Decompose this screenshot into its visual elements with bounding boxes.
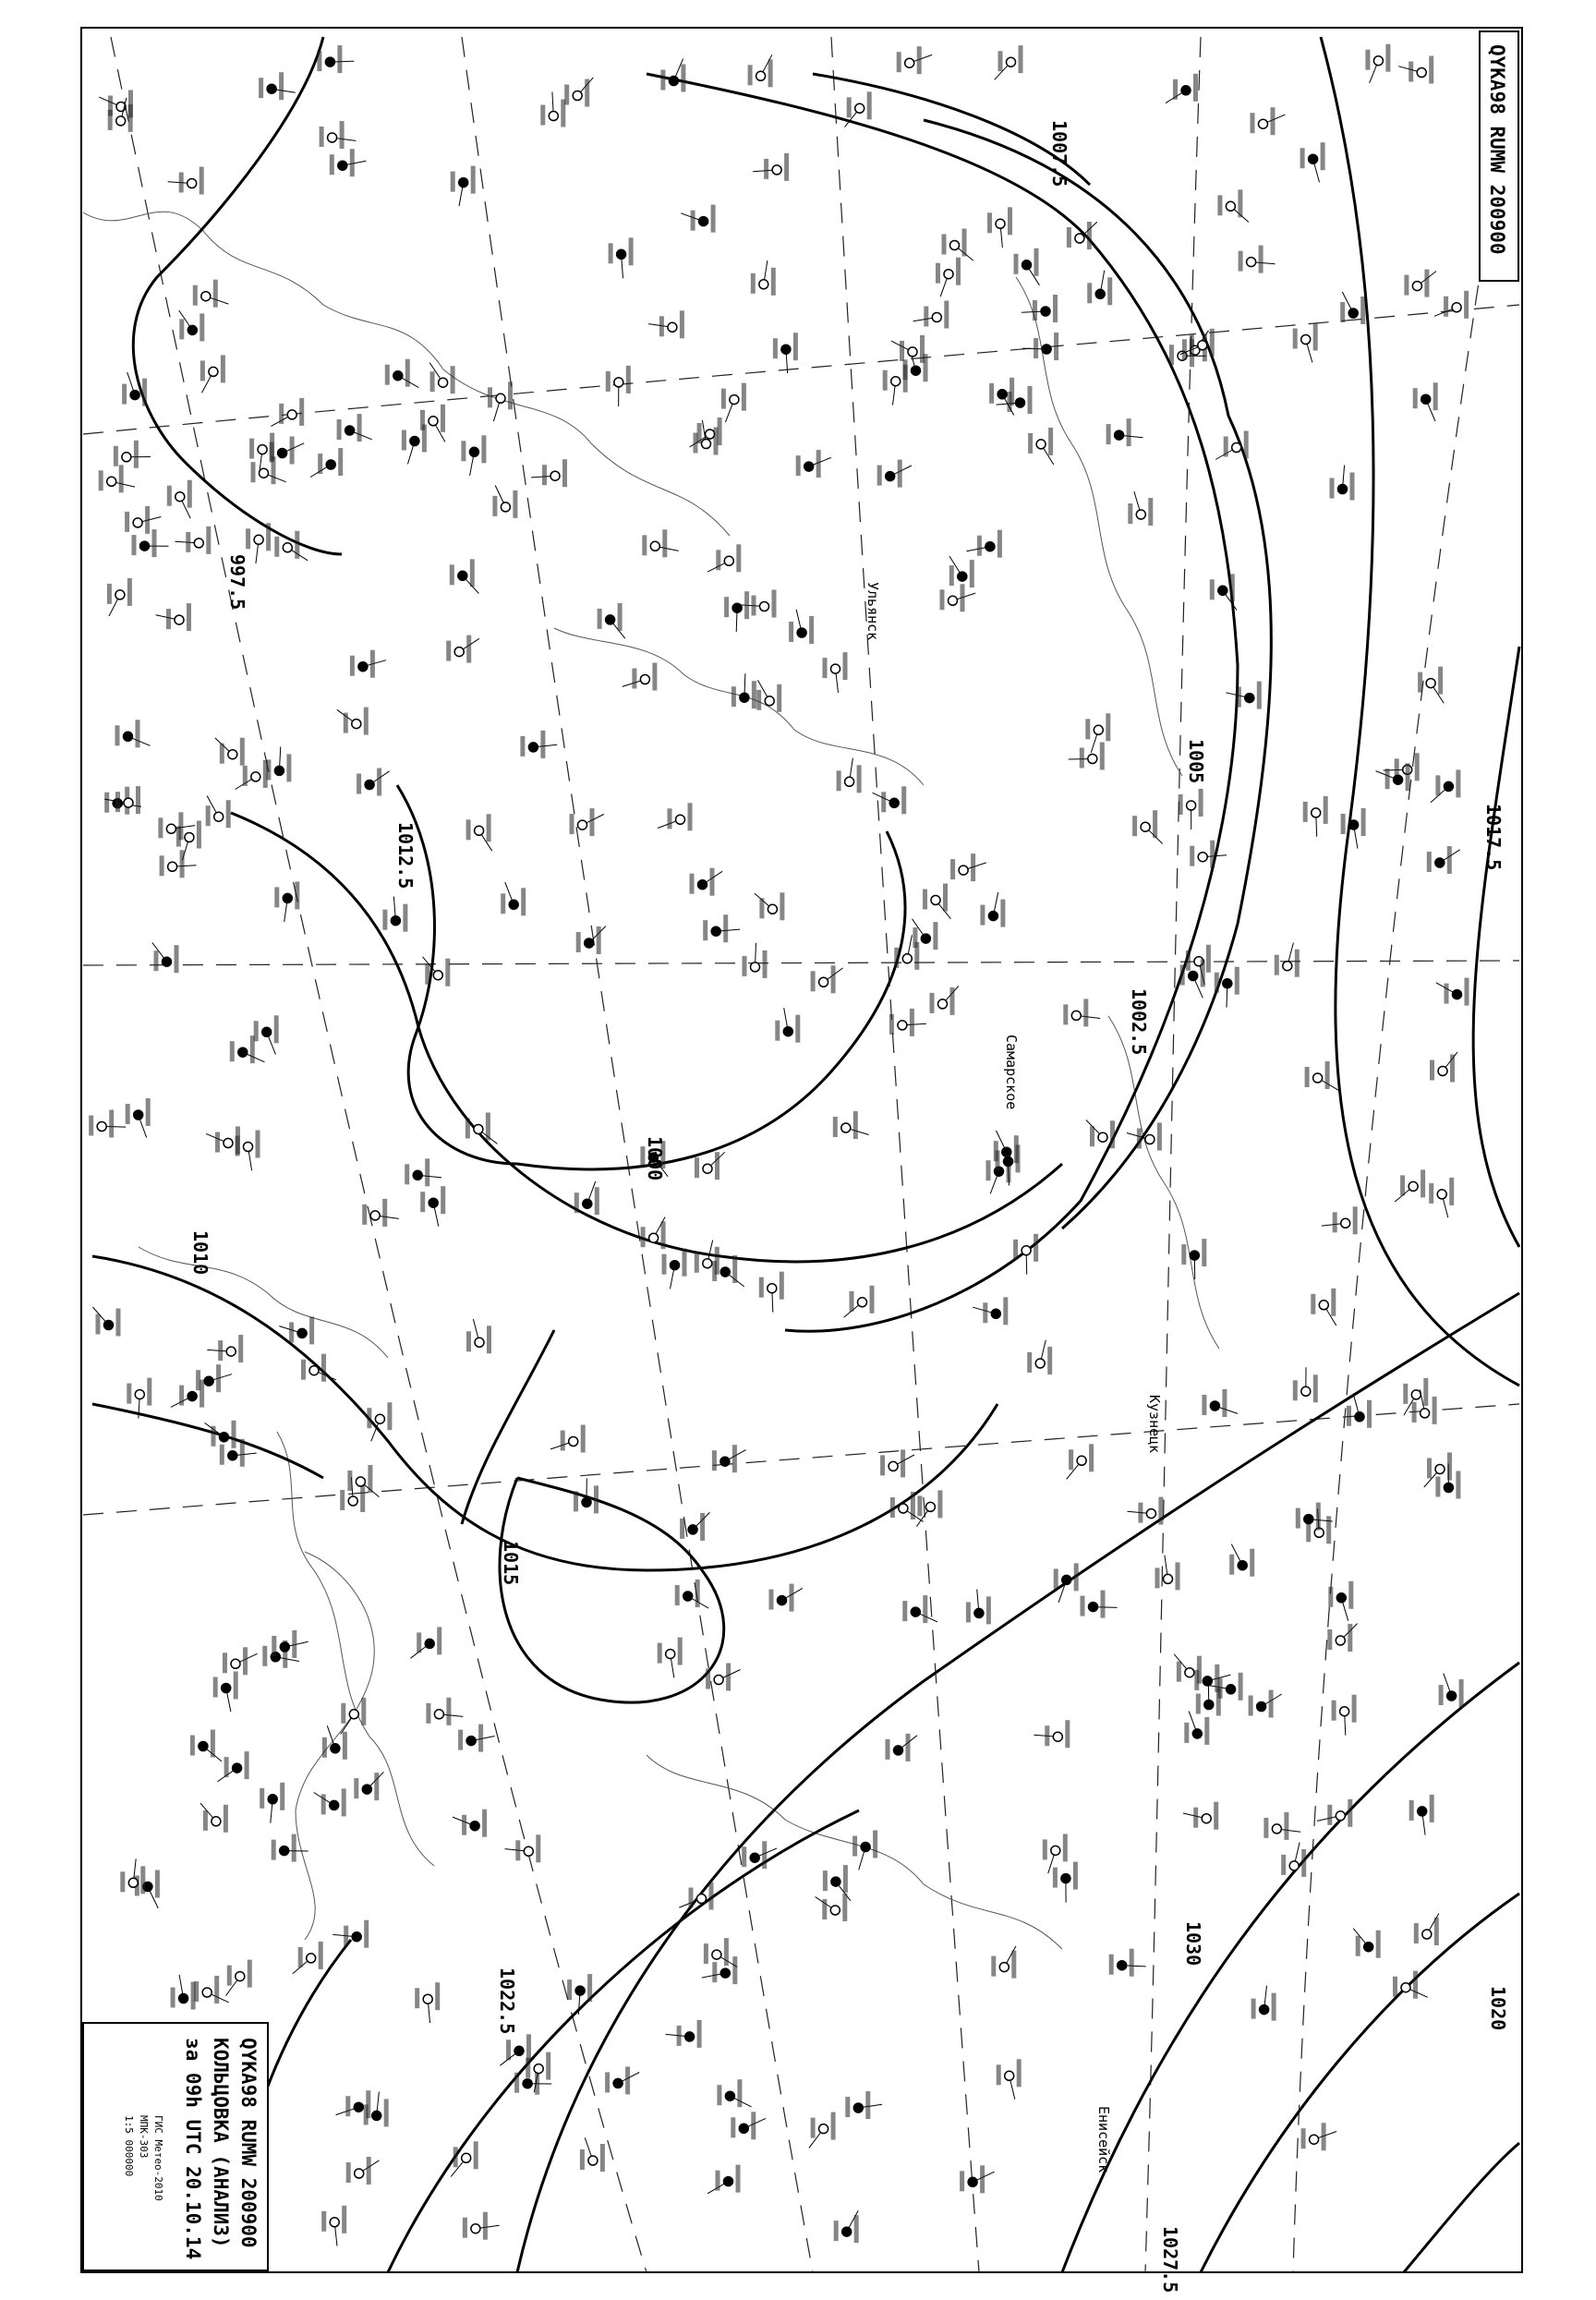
header-box [1480, 31, 1518, 281]
isobar-label: 1015 [500, 1541, 522, 1586]
legend-software: ГИС Метео-2010 [152, 2115, 164, 2201]
isobar-label: 1010 [189, 1230, 212, 1276]
legend-code: QYKA98 RUMW 200900 [237, 2038, 260, 2248]
isobar-label: 1002.5 [1128, 988, 1150, 1056]
isobar-label: 1022.5 [496, 1967, 518, 2035]
map-frame [81, 28, 1522, 2272]
place-name: Самарское [1003, 1035, 1020, 1110]
isobar-label: 1020 [1487, 1986, 1509, 2031]
isobar-label: 1027.5 [1159, 2226, 1181, 2294]
legend-scale: 1:5 000000 [123, 2115, 135, 2177]
legend-title: КОЛЬЦОВКА (АНАЛИЗ) [210, 2038, 232, 2248]
isobar-label: 1007.5 [1048, 120, 1070, 188]
place-name: Ульянск [864, 582, 881, 641]
header-code: QYKA98 RUMW 200900 [1486, 44, 1508, 255]
isobar-label: 1012.5 [394, 822, 417, 890]
place-name: Кузнецк [1146, 1395, 1163, 1454]
isobar-label: 1030 [1182, 1921, 1204, 1967]
isobar-label: 1005 [1185, 739, 1207, 784]
legend-time: за 09h UTC 20.10.14 [182, 2038, 204, 2260]
place-name: Енисейск [1095, 2106, 1112, 2173]
isobar-label: 997.5 [226, 554, 248, 611]
isobar-label: 1017.5 [1482, 804, 1505, 871]
legend-box [83, 2023, 268, 2270]
legend-projection: МПК-303 [138, 2115, 150, 2159]
